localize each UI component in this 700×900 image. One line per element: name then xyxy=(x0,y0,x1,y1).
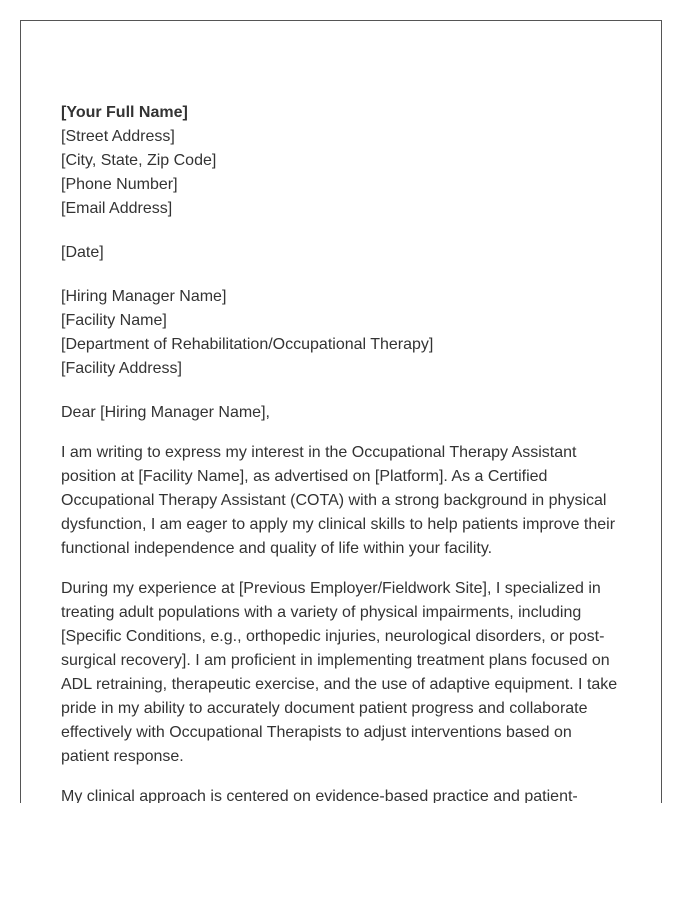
cover-letter xyxy=(61,101,621,803)
recipient-block xyxy=(61,285,621,381)
salutation-block xyxy=(61,401,621,425)
recipient-department: [Department of Rehabilitation/Occupational Therapy] xyxy=(61,336,434,353)
salutation: Dear [Hiring Manager Name], xyxy=(61,404,270,421)
date-block xyxy=(61,241,621,265)
letter-date: [Date] xyxy=(61,244,104,261)
sender-name: [Your Full Name] xyxy=(61,104,188,121)
body-paragraph-2: During my experience at [Previous Employer/Fieldwork Site], I specialized in treating adult populations with a variety of physical impairments, including [Specific Conditions, e.g., orthopedic injuries, neurological disorders, or post-surgical recovery]. I am proficient in implementing treatment plans focused on ADL retraining, therapeutic exercise, and the use of adaptive equipment. I take pride in my ability to accurately document patient progress and collaborate effectively with Occupational Therapists to adjust interventions based on patient response. xyxy=(61,580,618,765)
recipient-facility-address: [Facility Address] xyxy=(61,360,182,377)
body-paragraph-3: My clinical approach is centered on evidence-based practice and patient- xyxy=(61,788,578,803)
sender-email: [Email Address] xyxy=(61,200,173,217)
sender-phone: [Phone Number] xyxy=(61,176,178,193)
sender-city-state-zip: [City, State, Zip Code] xyxy=(61,152,217,169)
recipient-facility-name: [Facility Name] xyxy=(61,312,167,329)
document-page xyxy=(20,20,662,803)
body-paragraph-1: I am writing to express my interest in the Occupational Therapy Assistant position at [Facility Name], as advertised on [Platform]. As a Certified Occupational Therapy Assistant (COTA) with a strong background in physical dysfunction, I am eager to apply my clinical skills to help patients improve their functional independence and quality of life within your facility. xyxy=(61,444,616,557)
sender-block xyxy=(61,101,621,221)
sender-street: [Street Address] xyxy=(61,128,175,145)
recipient-hiring-manager: [Hiring Manager Name] xyxy=(61,288,227,305)
